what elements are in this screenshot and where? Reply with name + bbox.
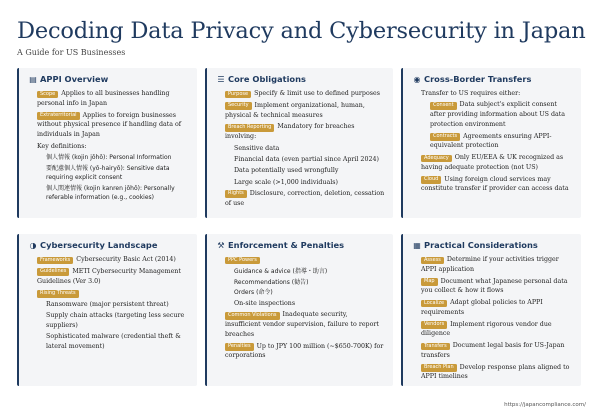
card-cybersecurity bbox=[17, 234, 197, 386]
enforce-penalties: Penalties Up to JPY 100 million (~$650-700K) for corporations bbox=[225, 342, 384, 360]
globe-icon: ◉ bbox=[413, 74, 421, 84]
clipboard-icon: ▦ bbox=[413, 240, 421, 250]
enforce-ppc-inspections: On-site inspections bbox=[234, 300, 296, 308]
appi-scope: Scope Applies to all businesses handling personal info in Japan bbox=[37, 90, 170, 107]
tag-extraterritorial: Extraterritorial bbox=[37, 112, 80, 120]
cyber-threats bbox=[28, 288, 189, 298]
cross-cloud: Cloud Using foreign cloud services may constitute transfer if provider can access data bbox=[421, 175, 569, 193]
tag-contracts: Contracts bbox=[430, 133, 460, 141]
tag-breach-reporting: Breach Reporting bbox=[225, 124, 274, 132]
core-breach-wrongful: Data potentially used wrongfully bbox=[234, 167, 339, 175]
page-subtitle: A Guide for US Businesses bbox=[17, 48, 126, 57]
list-icon: ☰ bbox=[217, 74, 225, 84]
tag-ppc-powers: PPC Powers bbox=[225, 257, 260, 265]
tag-breach-plan: Breach Plan bbox=[421, 364, 457, 372]
enforce-common: Common Violations Inadequate security, insufficient vendor supervision, failure to report breaches bbox=[225, 311, 379, 338]
core-purpose: Purpose Specify & limit use to defined purposes bbox=[216, 89, 385, 99]
card-enforcement bbox=[205, 234, 393, 386]
card-appi-overview bbox=[17, 68, 197, 218]
appi-extraterritorial: Extraterritorial Applies to foreign businesses without physical presence if handling data of individuals in Japan bbox=[37, 111, 182, 138]
tag-security: Security bbox=[225, 102, 252, 110]
practical-vendors: Vendors Implement rigorous vendor due diligence bbox=[421, 320, 552, 338]
core-breach: Breach Reporting Mandatory for breaches involving: bbox=[225, 123, 355, 140]
card-cross-border bbox=[401, 68, 581, 218]
practical-map: Map Document what Japanese personal data you collect & how it flows bbox=[421, 277, 568, 295]
wrench-icon: ⚒ bbox=[217, 240, 225, 250]
card-title-cross: ◉ Cross-Border Transfers bbox=[413, 74, 532, 84]
card-title-core: ☰ Core Obligations bbox=[217, 74, 306, 84]
card-core-obligations bbox=[205, 68, 393, 218]
page-title: Decoding Data Privacy and Cybersecurity in Japan bbox=[17, 18, 586, 44]
core-breach-large: Large scale (>1,000 individuals) bbox=[234, 178, 338, 186]
card-title-practical: ▦ Practical Considerations bbox=[413, 240, 538, 250]
tag-cloud: Cloud bbox=[421, 176, 441, 184]
cross-intro: Transfer to US requires either: bbox=[421, 90, 521, 97]
footer-url[interactable]: https://japancompliance.com/ bbox=[504, 402, 586, 408]
card-practical bbox=[401, 234, 581, 386]
tag-map: Map bbox=[421, 278, 438, 286]
tag-localize: Localize bbox=[421, 300, 447, 308]
tag-penalties: Penalties bbox=[225, 343, 254, 351]
cross-contracts: Contracts Agreements ensuring APPI-equivalent protection bbox=[430, 132, 552, 150]
tag-rights: Rights bbox=[225, 190, 247, 198]
tag-purpose: Purpose bbox=[225, 91, 251, 99]
cyber-threat-supply-chain: Supply chain attacks (targeting less secure suppliers) bbox=[46, 312, 185, 329]
practical-assess: Assess Determine if your activities trigger APPI application bbox=[421, 256, 559, 273]
core-breach-financial: Financial data (even partial since April 2024) bbox=[234, 156, 379, 163]
appi-def-referable: 個人関連情報 (kojin kanren jōhō): Personally referable information (e.g., cookies) bbox=[46, 184, 175, 202]
enforce-ppc-guidance: Guidance & advice (指導・助言) bbox=[234, 267, 328, 275]
tag-frameworks: Frameworks bbox=[37, 257, 73, 265]
practical-localize: Localize Adapt global policies to APPI requirements bbox=[421, 299, 543, 316]
tag-scope: Scope bbox=[37, 91, 58, 99]
tag-vendors: Vendors bbox=[421, 321, 447, 329]
cross-adequacy: Adequacy Only EU/EEA & UK recognized as having adequate protection (not US) bbox=[421, 154, 564, 171]
practical-transfers: Transfers Document legal basis for US-Japan transfers bbox=[421, 342, 565, 359]
tag-consent: Consent bbox=[430, 102, 457, 110]
practical-breach-plan: Breach Plan Develop response plans aligned to APPI timelines bbox=[421, 363, 570, 381]
tag-adequacy: Adequacy bbox=[421, 155, 452, 163]
cyber-threat-ransomware: Ransomware (major persistent threat) bbox=[46, 301, 169, 308]
tag-common-violations: Common Violations bbox=[225, 312, 280, 320]
cyber-threat-malware: Sophisticated malware (credential theft & lateral movement) bbox=[46, 333, 181, 350]
appi-defs-label: Key definitions: bbox=[37, 142, 87, 150]
tag-transfers: Transfers bbox=[421, 343, 450, 351]
appi-def-sensitive: 要配慮個人情報 (yō-hairyō): Sensitive data requiring explicit consent bbox=[46, 164, 170, 182]
card-title-appi: ▤ APPI Overview bbox=[29, 74, 109, 84]
card-title-cyber: ◑ Cybersecurity Landscape bbox=[29, 240, 158, 250]
core-security: Security Implement organizational, human, physical & technical measures bbox=[225, 101, 365, 119]
core-breach-sensitive: Sensitive data bbox=[234, 144, 280, 152]
tag-rising-threats: Rising Threats bbox=[37, 290, 79, 298]
enforce-ppc-orders: Orders (命令) bbox=[234, 289, 273, 297]
book-icon: ▤ bbox=[29, 74, 37, 84]
core-rights: Rights Disclosure, correction, deletion, cessation of use bbox=[225, 189, 385, 207]
cross-consent: Consent Data subject's explicit consent after providing information about US data protection environment bbox=[430, 101, 566, 128]
enforce-ppc bbox=[216, 255, 385, 265]
tag-guidelines: Guidelines bbox=[37, 268, 69, 276]
enforce-ppc-recommendations: Recommendations (勧告) bbox=[234, 278, 309, 286]
tag-assess: Assess bbox=[421, 257, 444, 265]
cyber-frameworks: Frameworks Cybersecurity Basic Act (2014) bbox=[28, 255, 189, 265]
shield-icon: ◑ bbox=[29, 240, 37, 250]
cyber-guidelines: Guidelines METI Cybersecurity Management Guidelines (Ver 3.0) bbox=[37, 267, 181, 285]
card-title-enforce: ⚒ Enforcement & Penalties bbox=[217, 240, 345, 250]
appi-def-personal: 個人情報 (kojin jōhō): Personal Information bbox=[46, 154, 172, 161]
